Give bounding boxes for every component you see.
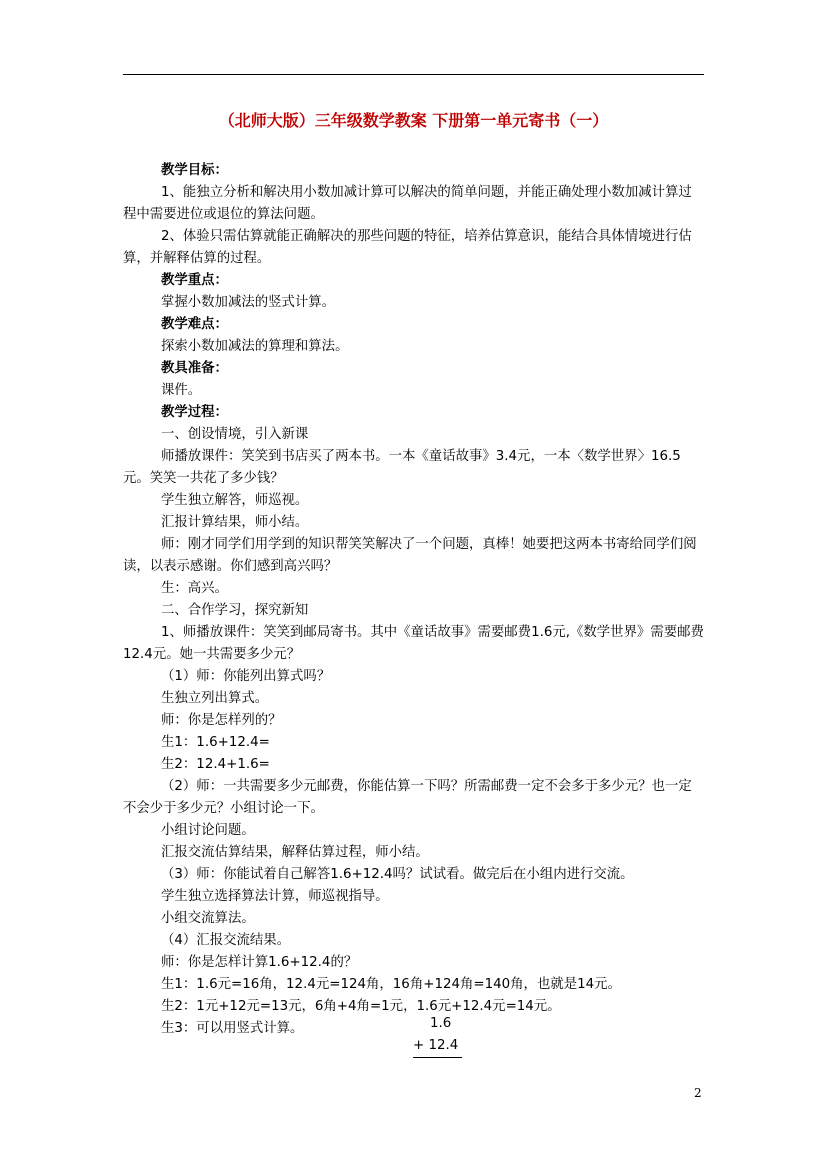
paragraph: 生3：可以用竖式计算。	[161, 1021, 304, 1036]
page-number: 2	[694, 1086, 702, 1100]
paragraph: 生2：1元+12元=13元，6角+4角=1元，1.6元+12.4元=14元。	[161, 999, 561, 1014]
section-heading: 教学难点：	[161, 317, 228, 332]
paragraph: （3）师：你能试着自己解答1.6+12.4吗？试试看。做完后在小组内进行交流。	[161, 867, 634, 882]
vertical-calc-top: 1.6	[430, 1016, 452, 1031]
paragraph: （2）师：一共需要多少元邮费，你能估算一下吗？所需邮费一定不会多于多少元？也一定不会少于多少元？小组讨论一下。	[123, 779, 692, 816]
paragraph: 小组交流算法。	[161, 911, 255, 926]
paragraph: 一、创设情境，引入新课	[161, 427, 309, 442]
paragraph: 学生独立选择算法计算，师巡视指导。	[161, 889, 389, 904]
paragraph: （1）师：你能列出算式吗？	[161, 669, 331, 684]
paragraph: 学生独立解答，师巡视。	[161, 493, 309, 508]
paragraph: 汇报交流估算结果，解释估算过程，师小结。	[161, 845, 429, 860]
paragraph: 2、体验只需估算就能正确解决的那些问题的特征，培养估算意识，能结合具体情境进行估算，并解释估算的过程。	[123, 229, 692, 266]
paragraph: 生：高兴。	[161, 581, 228, 596]
paragraph: 1、师播放课件：笑笑到邮局寄书。其中《童话故事》需要邮费1.6元,《数学世界》需要邮费12.4元。她一共需要多少元？	[123, 625, 704, 662]
paragraph: 生1：1.6+12.4=	[161, 735, 270, 750]
section-heading: 教学重点：	[161, 273, 228, 288]
section-heading: 教学过程：	[161, 405, 228, 420]
paragraph: 师播放课件：笑笑到书店买了两本书。一本《童话故事》3.4元，一本〈数学世界〉16.5元。笑笑一共花了多少钱？	[123, 449, 681, 486]
paragraph: 课件。	[161, 383, 202, 398]
paragraph: 汇报计算结果，师小结。	[161, 515, 309, 530]
paragraph: 二、合作学习，探究新知	[161, 603, 309, 618]
vertical-calc-bottom: + 12.4	[413, 1035, 462, 1058]
paragraph: 生1：1.6元=16角，12.4元=124角，16角+124角=140角，也就是14元。	[161, 977, 621, 992]
header-rule	[123, 74, 704, 75]
paragraph: 生2：12.4+1.6=	[161, 757, 270, 772]
paragraph: 师：刚才同学们用学到的知识帮笑笑解决了一个问题，真棒！她要把这两本书寄给同学们阅读，以表示感谢。你们感到高兴吗？	[123, 537, 697, 574]
paragraph: 掌握小数加减法的竖式计算。	[161, 295, 336, 310]
paragraph: 小组讨论问题。	[161, 823, 255, 838]
page-title: （北师大版）三年级数学教案 下册第一单元寄书（一）	[218, 111, 609, 130]
document-body	[123, 160, 704, 1040]
paragraph: 师：你是怎样列的？	[161, 713, 282, 728]
paragraph: 生独立列出算式。	[161, 691, 269, 706]
section-heading: 教学目标：	[161, 163, 228, 178]
paragraph: 师：你是怎样计算1.6+12.4的？	[161, 955, 358, 970]
paragraph: （4）汇报交流结果。	[161, 933, 291, 948]
section-heading: 教具准备：	[161, 361, 228, 376]
paragraph: 1、能独立分析和解决用小数加减计算可以解决的简单问题，并能正确处理小数加减计算过程中需要进位或退位的算法问题。	[123, 185, 692, 222]
paragraph: 探索小数加减法的算理和算法。	[161, 339, 349, 354]
